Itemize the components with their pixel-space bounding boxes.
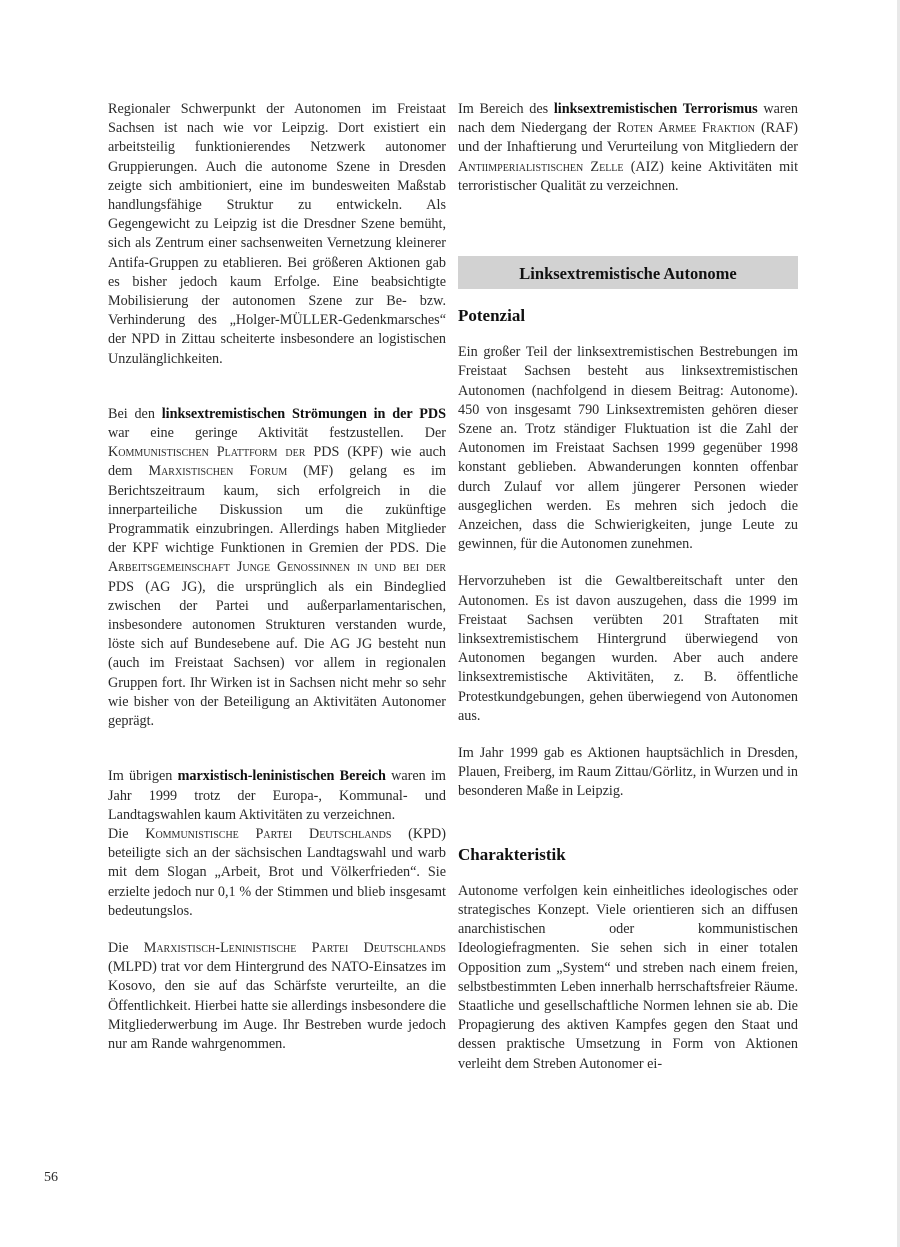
paragraph-marxistisch-leninistisch	[108, 767, 446, 825]
org-name: Marxistisch-Leninistische Partei Deutschlands	[143, 939, 446, 956]
org-name: Arbeitsgemeinschaft Junge Genossinnen in und bei der	[108, 559, 446, 576]
paragraph-aktionen-orte: Im Jahr 1999 gab es Aktionen hauptsächlich in Dresden, Plauen, Freiberg, im Raum Zittau/Görlitz, in Wurzen und in besonderen Maße in Leipzig.	[458, 745, 798, 800]
text-run: (MF) gelang es im Berichtszeitraum kaum, sich erfolgreich in die innerparteiliche Diskussion um die zukünftige Programmatik einzubringen. Allerdings haben Mitglieder der KPF wichtige Funktionen in Gremien der PDS. Die	[108, 463, 446, 557]
text-run: waren nach dem Niedergang der	[458, 101, 798, 137]
text-run: Die	[108, 939, 144, 956]
text-run: Die	[108, 825, 146, 842]
text-run: Im übrigen	[108, 768, 178, 785]
heading-charakteristik: Charakteristik	[458, 844, 566, 864]
right-column	[458, 100, 798, 1074]
org-name: Roten Armee Fraktion	[616, 120, 756, 137]
paragraph-pds-stroemungen	[108, 405, 446, 731]
text-run: (KPD) beteiligte sich an der sächsischen Landtagswahl und warb mit dem Slogan „Arbeit, Brot und Völkerfrieden“. Sie erzielte jedoch nur 0,1 % der Stimmen und blieb insgesamt bedeutungslos.	[108, 825, 446, 919]
paragraph-potenzial: Ein großer Teil der linksextremistischen Bestrebungen im Freistaat Sachsen besteht aus linksextremistischen Autonomen (nachfolgend in diesem Beitrag: Autonome). 450 von insgesamt 790 Linksextremisten gehören dieser Szene an. Trotz ständiger Fluktuation ist die Zahl der Autonomen im Freistaat Sachsen 1999 gegenüber 1998 konstant geblieben. Abwanderungen konnten offenbar durch Zulauf vor allem jüngerer Personen wieder ausgeglichen werden. Es mehren sich jedoch die Anzeichen, dass die Schwierigkeiten, junge Leute zu gewinnen, für die Autonomen zunehmen.	[458, 344, 798, 553]
page-number: 56	[44, 1170, 58, 1185]
text-run: Bei den	[108, 405, 162, 422]
text-run: PDS (KPF) wie auch dem	[108, 444, 446, 480]
paragraph-charakteristik: Autonome verfolgen kein einheitliches ideologisches oder strategisches Konzept. Viele orientieren sich an diffusen anarchistischen oder kommunistischen Ideologiefragmenten. Sie sehen sich in einer totalen Opposition zum „System“ und streben nach einem freien, selbstbestimmten Leben innerhalb herrschaftsfreier Räume. Staatliche und gesellschaftliche Normen lehnen sie ab. Die Propagierung des aktiven Kampfes gegen den Staat und dessen praktische Umsetzung in Form von Aktionen verleiht dem Streben Autonomer ei-	[458, 882, 798, 1072]
org-name: Kommunistische Partei Deutschlands	[145, 825, 392, 842]
bold-term: linksextremistischen Strömungen in der PDS	[161, 405, 447, 422]
paragraph-kpd	[108, 825, 446, 921]
bold-term: marxistisch-leninistischen Bereich	[177, 768, 386, 785]
text-run: Im Bereich des	[458, 101, 554, 117]
text-run: PDS (AG JG), die ursprünglich als ein Bindeglied zwischen der Partei und außerparlamentarischen, insbesondere autonomen Strukturen verstanden wurde, löste sich auf Bundesebene auf. Die AG JG besteht nun (auch im Freistaat Sachsen) vor allem in regionalen Gruppen fort. Ihr Wirken ist in Sachsen nicht mehr so sehr wie bisher von der Beteiligung an Aktivitäten Autonomer geprägt.	[108, 578, 446, 730]
org-name: Marxistischen Forum	[148, 463, 288, 480]
heading-potenzial: Potenzial	[458, 306, 526, 326]
text-run: (MLPD) trat vor dem Hintergrund des NATO-Einsatzes im Kosovo, den sie auf das Schärfste verurteilte, an die Öffentlichkeit. Hierbei hatte sie allerdings insbesondere die Mitgliederwerbung im Auge. Ihr Bestreben wurde jedoch nur am Rande wahrgenommen.	[108, 959, 446, 1052]
paragraph-mlpd	[108, 939, 446, 1054]
paragraph-terrorismus	[458, 100, 798, 196]
paragraph-gewaltbereitschaft: Hervorzuheben ist die Gewaltbereitschaft unter den Autonomen. Es ist davon auszugehen, dass die 1999 im Freistaat Sachsen verübten 201 Straftaten mit linksextremistischem Hintergrund überwiegend von Autonomen begangen wurden. Aber auch andere linksextremistische Aktivitäten, z. B. öffentliche Protestkundgebungen, gehen überwiegend von Autonomen aus.	[458, 573, 798, 724]
section-banner: Linksextremistische Autonome	[458, 256, 798, 289]
paragraph-leipzig-autonome: Regionaler Schwerpunkt der Autonomen im Freistaat Sachsen ist nach wie vor Leipzig. Dort existiert ein arbeitsteilig funktionierendes Netzwerk autonomer Gruppierungen. Auch die autonome Szene in Dresden zeigte sich ambitioniert, eine im bundesweiten Maßstab handlungsfähige Struktur zu entwickeln. Als Gegengewicht zu Leipzig ist die Dresdner Szene bemüht, sich als Zentrum einer sachsenweiten Vernetzung kleinerer Antifa-Gruppen zu etablieren. Bei größeren Aktionen gab es bisher jedoch kaum Erfolge. Eine beabsichtigte Mobilisierung der autonomen Szene zur Be- bzw. Verhinderung des „Holger-MÜLLER-Gedenkmarsches“ der NPD in Zittau scheiterte insbesondere an logistischen Unzulänglichkeiten.	[108, 101, 446, 367]
text-run: waren im Jahr 1999 trotz der Europa-, Kommunal- und Landtagswahlen kaum Aktivitäten zu verzeichnen.	[108, 768, 446, 823]
org-name: Antiimperialistischen Zelle	[458, 158, 624, 175]
left-column	[108, 100, 446, 1054]
bold-term: linksextremistischen Terrorismus	[553, 101, 758, 117]
org-name: Kommunistischen Plattform der	[108, 444, 306, 461]
text-run: (RAF) und der Inhaftierung und Verurteilung von Mitgliedern der	[458, 120, 798, 156]
text-run: (AIZ) keine Aktivitäten mit terroristischer Qualität zu verzeichnen.	[458, 158, 799, 194]
text-run: war eine geringe Aktivität festzustellen. Der	[108, 425, 446, 442]
